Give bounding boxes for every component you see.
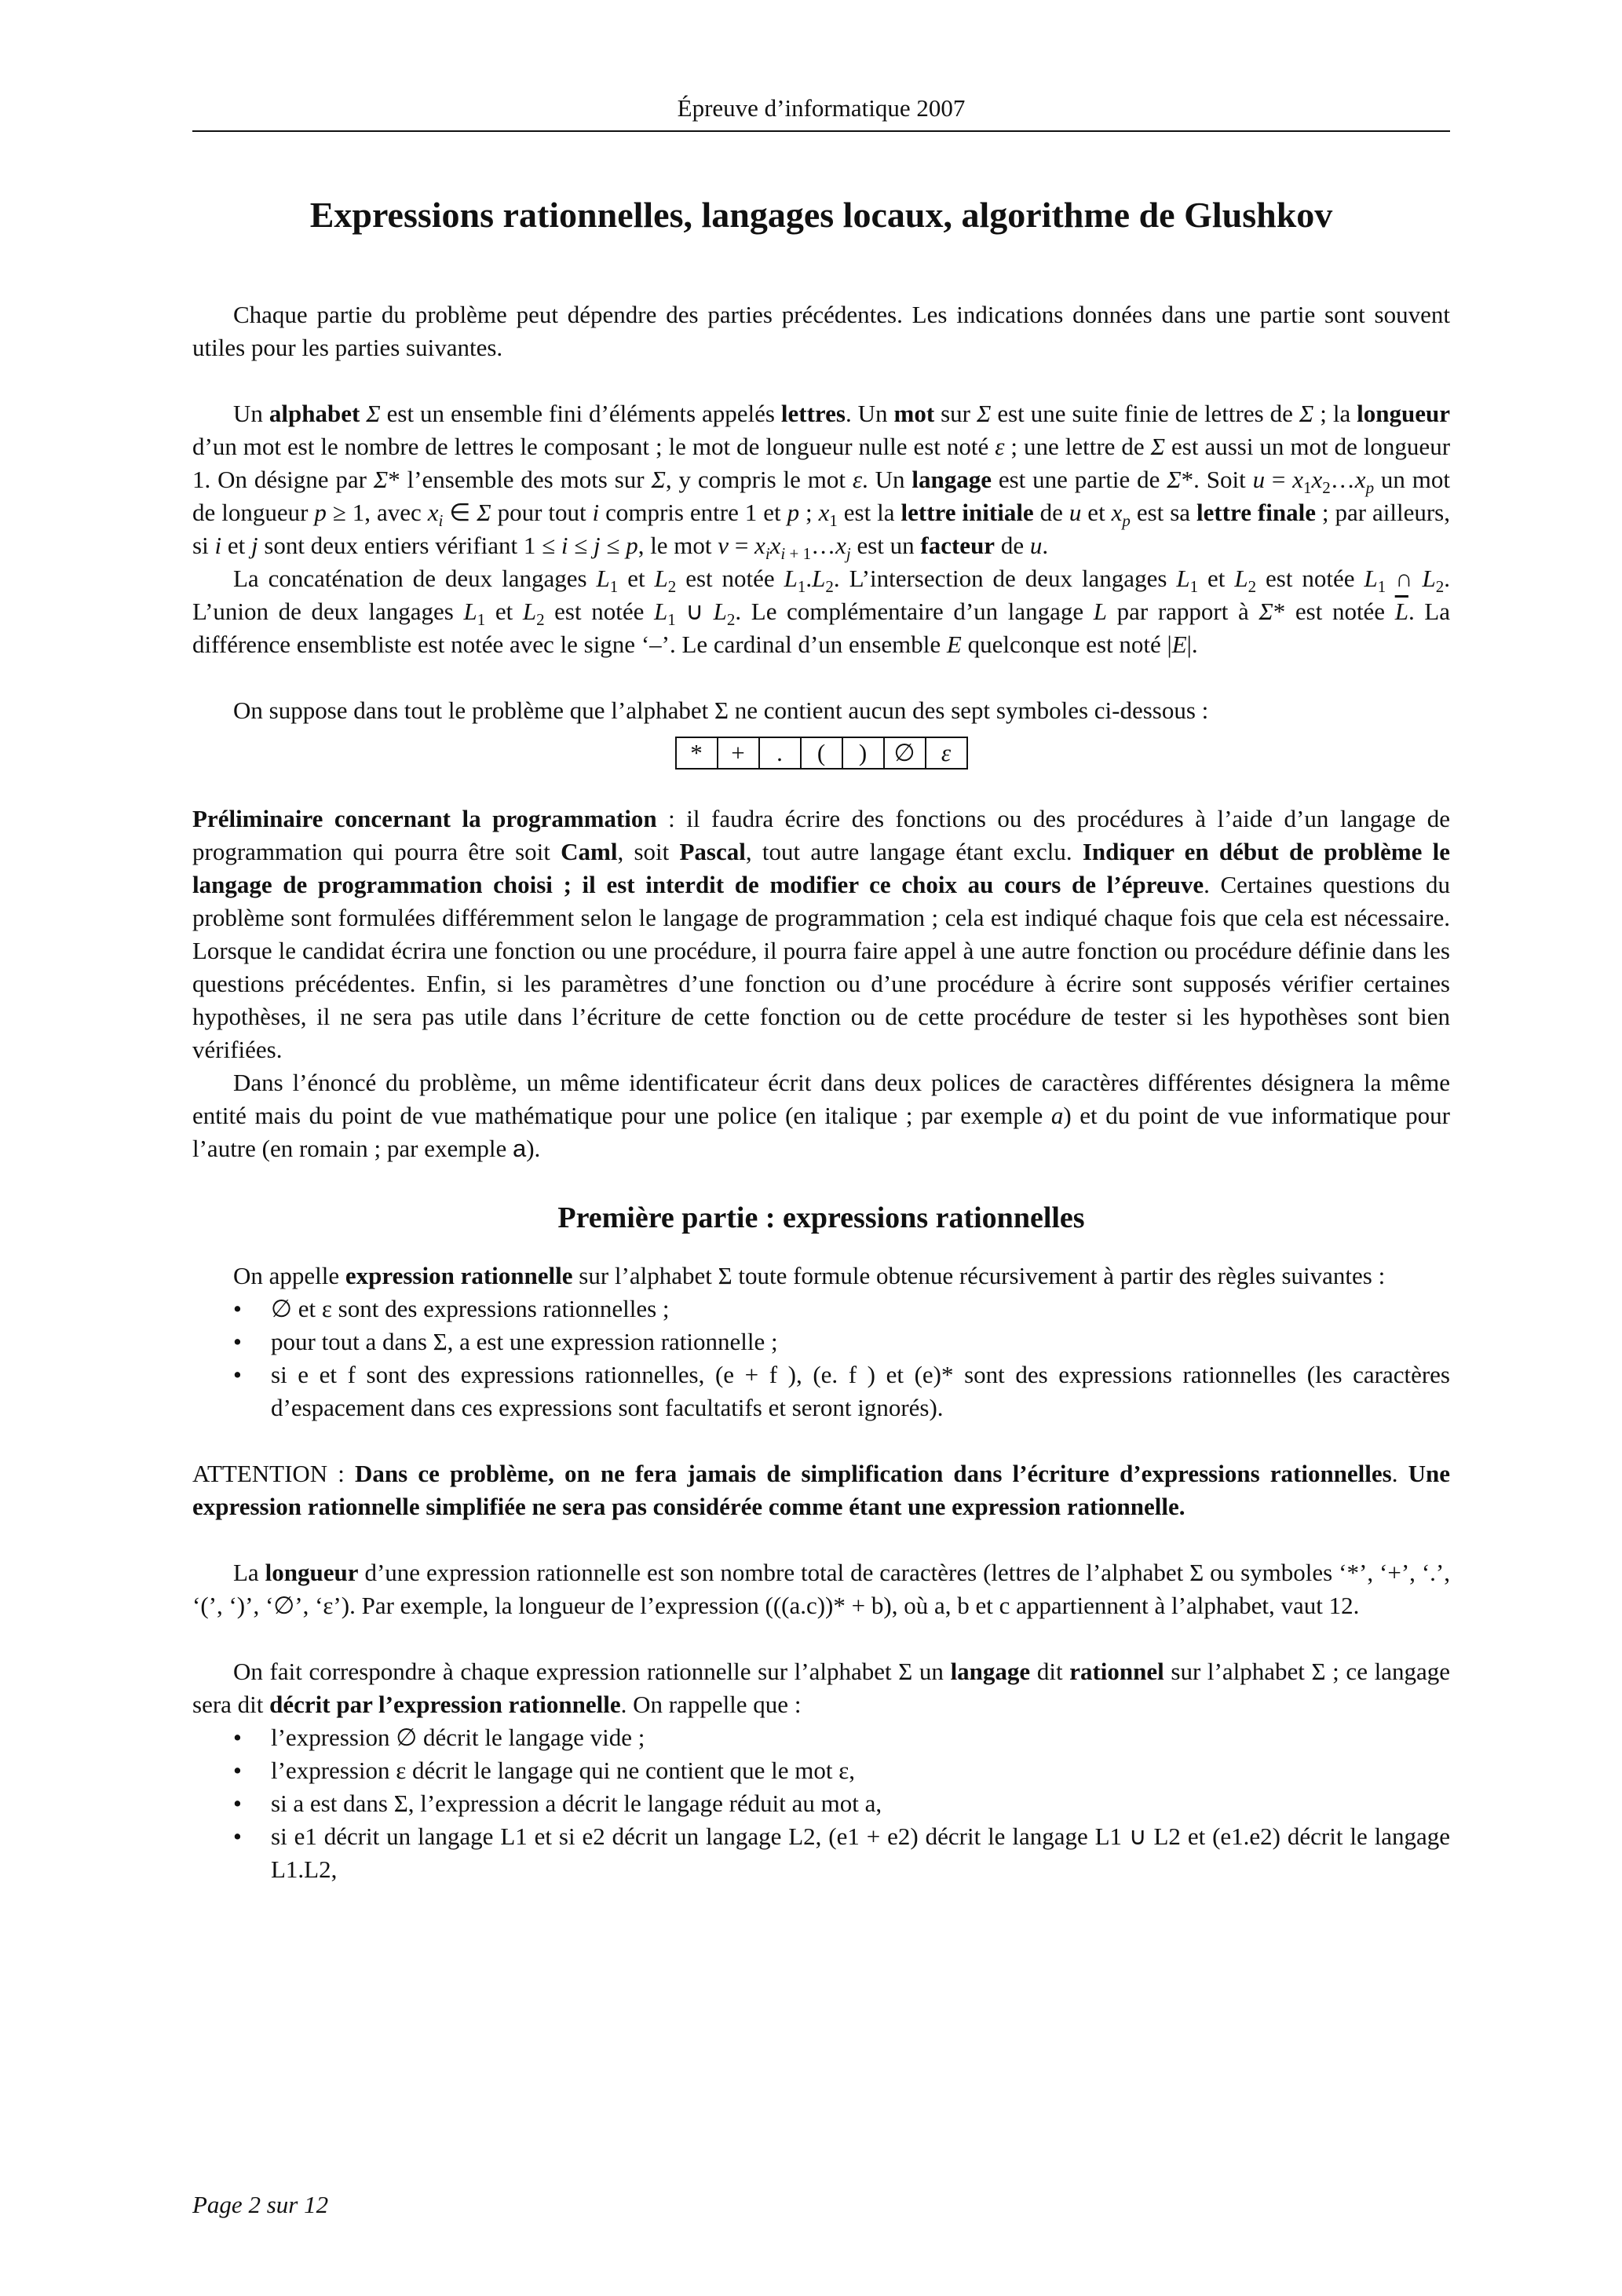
term-lettre-finale: lettre finale: [1196, 499, 1316, 526]
spacer: [192, 1238, 1450, 1260]
term-lettre-initiale: lettre initiale: [901, 499, 1034, 526]
preliminaire-label: Préliminaire concernant la programmation: [192, 805, 657, 832]
symbols-intro: On suppose dans tout le problème que l’alphabet Σ ne contient aucun des sept symboles ci-dessous :: [233, 696, 1209, 724]
spacer: [192, 1424, 1450, 1457]
term-alphabet: alphabet: [269, 400, 360, 427]
symbol-cell: +: [718, 737, 759, 769]
page-body: [192, 298, 1450, 1886]
document-title: Expressions rationnelles, langages locaux, algorithme de Glushkov: [309, 195, 1333, 235]
longueur-paragraph: La longueur d’une expression rationnelle est son nombre total de caractères (lettres de l’alphabet Σ ou symboles ‘*’, ‘+’, ‘.’, ‘(’, ‘)’, ‘∅’, ‘ε’). Par exemple, la longueur de l’expression (((a.c))* + b), où a, b et c appartiennent à l’alphabet, vaut 12.: [192, 1559, 1450, 1619]
attention-paragraph: ATTENTION : Dans ce problème, on ne fera jamais de simplification dans l’écriture d’expressions rationnelles. Une expression rationnelle simplifiée ne sera pas considérée comme étant une expression rationnelle.: [192, 1460, 1450, 1520]
running-header: Épreuve d’informatique 2007: [677, 94, 966, 122]
list-item: • ∅ et ε sont des expressions rationnelles ;: [233, 1295, 670, 1322]
header-rule: [192, 130, 1450, 132]
symbol-cell: ε: [926, 737, 967, 769]
list-item: • si a est dans Σ, l’expression a décrit le langage réduit au mot a,: [233, 1790, 882, 1817]
symbol-cell: .: [759, 737, 801, 769]
list-item: • pour tout a dans Σ, a est une expression rationnelle ;: [233, 1328, 778, 1355]
forbidden-symbols-table: [675, 737, 968, 770]
fonts-note-paragraph: Dans l’énoncé du problème, un même identificateur écrit dans deux polices de caractères différentes désignera la même entité mais du point de vue mathématique pour une police (en italique ; par exemple a) et du point de vue informatique pour l’autre (en romain ; par exemple a).: [192, 1069, 1450, 1162]
preliminaire-paragraph: Préliminaire concernant la programmation : il faudra écrire des fonctions ou des procédures à l’aide d’un langage de programmation qui pourra être soit Caml, soit Pascal, tout autre langage étant exclu. Indiquer en début de problème le langage de programmation choisi ; il est interdit de modifier ce choix au cours de l’épreuve. Certaines questions du problème sont formulées différemment selon le langage de programmation ; cela est indiqué chaque fois que cela est nécessaire. Lorsque le candidat écrira une fonction ou une procédure, il pourra faire appel à une autre fonction ou procédure définie dans les questions précédentes. Enfin, si les paramètres d’une fonction ou d’une procédure à écrire sont supposés vérifier certaines hypothèses, il ne sera pas utile dans l’écriture de cette fonction ou de cette procédure de tester si les hypothèses sont bien vérifiées.: [192, 805, 1450, 1063]
language-choice-instruction: Indiquer en début de problème le langage de programmation choisi ; il est interdit de modifier ce choix au cours de l’épreuve: [192, 838, 1450, 898]
term-lettres: lettres: [780, 400, 846, 427]
rules-list: [192, 1292, 1450, 1424]
operations-paragraph: La concaténation de deux langages $L_1$ et $L_2$ est notée $L_1.L_2$. L’intersection de deux langages $L_1$ et $L_2$ est notée $L_1$ ∩ $L_2$. L’union de deux langages $L_1$ et $L_2$ est notée $L_1$ ∪ $L_2$. Le complémentaire d’un langage L par rapport à Σ* est notée $\overline{L}$. La différence ensembliste est notée avec le signe ‘–’. Le cardinal d’un ensemble E quelconque est noté |E|.: [192, 565, 1450, 658]
term-langage: langage: [911, 466, 992, 493]
list-item: • l’expression ε décrit le langage qui ne contient que le mot ε,: [233, 1757, 855, 1784]
spacer: [192, 770, 1450, 803]
spacer: [192, 661, 1450, 694]
alphabet-definition-paragraph: Un alphabet Σ est un ensemble fini d’éléments appelés lettres. Un mot sur Σ est une suite finie de lettres de Σ ; la longueur d’un mot est le nombre de lettres le composant ; le mot de longueur nulle est noté ε ; une lettre de Σ est aussi un mot de longueur 1. On désigne par Σ* l’ensemble des mots sur Σ, y compris le mot ε. Un langage est une partie de Σ*. Soit $u = x_1x_2\dots x_p$ un mot de longueur p ≥ 1, avec $x_i$ ∈ Σ pour tout i compris entre 1 et p ; $x_1$ est la lettre initiale de u et $x_p$ est sa lettre finale ; par ailleurs, si i et j sont deux entiers vérifiant 1 ≤ i ≤ j ≤ p, le mot $v = x_ix_{i + 1}\dots x_j$ est un facteur de u.: [192, 400, 1451, 563]
section-title: Première partie : expressions rationnelles: [557, 1201, 1085, 1234]
term-facteur: facteur: [920, 532, 995, 559]
term-mot: mot: [893, 400, 935, 427]
spacer: [192, 1523, 1450, 1556]
term-longueur: longueur: [1357, 400, 1451, 427]
symbol-cell: *: [676, 737, 718, 769]
list-item: • si e1 décrit un langage L1 et si e2 décrit un langage L2, (e1 + e2) décrit le langage L1 ∪ L2 et (e1.e2) décrit le langage L1.L2,: [233, 1823, 1450, 1883]
symbol-cell: ∅: [884, 737, 926, 769]
symbol-cell: ): [842, 737, 884, 769]
page-number: Page 2 sur 12: [192, 2191, 329, 2218]
spacer: [192, 1622, 1450, 1655]
spacer: [192, 1165, 1450, 1198]
list-item: • l’expression ∅ décrit le langage vide ;: [233, 1724, 645, 1751]
expr-rat-intro: On appelle expression rationnelle sur l’alphabet Σ toute formule obtenue récursivement à partir des règles suivantes :: [233, 1262, 1386, 1289]
spacer: [192, 364, 1450, 397]
symbol-cell: (: [801, 737, 842, 769]
langage-rationnel-paragraph: On fait correspondre à chaque expression rationnelle sur l’alphabet Σ un langage dit rationnel sur l’alphabet Σ ; ce langage sera dit décrit par l’expression rationnelle. On rappelle que :: [192, 1658, 1450, 1718]
list-item: • si e et f sont des expressions rationnelles, (e + f ), (e. f ) et (e)* sont des expressions rationnelles (les caractères d’espacement dans ces expressions sont facultatifs et seront ignorés).: [233, 1361, 1450, 1421]
intro-paragraph: Chaque partie du problème peut dépendre des parties précédentes. Les indications données dans une partie sont souvent utiles pour les parties suivantes.: [192, 301, 1450, 361]
recall-list: [192, 1721, 1450, 1886]
